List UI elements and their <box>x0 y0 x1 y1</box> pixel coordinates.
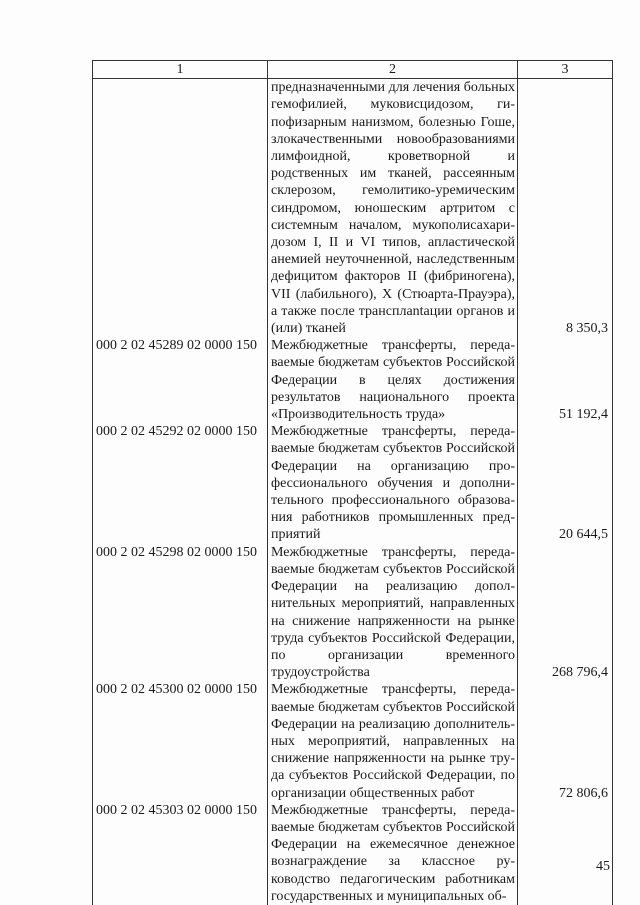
income-amount: 51 192,4 <box>518 337 613 423</box>
income-description: Межбюджетные трансферты, передаваемые бюджетам субъектов Российской Федерации на реализацию дополнительных мероприятий, направленных на снижение напряженности на рынке труда субъектов Российской Федерации, по организации общественных работ <box>268 681 518 801</box>
table-row <box>93 423 613 543</box>
table-row <box>93 681 613 801</box>
header-row <box>93 61 613 79</box>
income-amount: 268 796,4 <box>518 544 613 682</box>
income-description: Межбюджетные трансферты, передаваемые бюджетам субъектов Российской Федерации на реализацию дополнительных мероприятий, направленных на снижение напряженности на рынке труда субъектов Российской Федерации, по организации временного трудоустройства <box>268 544 518 682</box>
income-code: 000 2 02 45298 02 0000 150 <box>93 544 268 682</box>
page-number: 45 <box>596 859 610 874</box>
income-code: 000 2 02 45300 02 0000 150 <box>93 681 268 801</box>
income-amount: 72 806,6 <box>518 681 613 801</box>
income-code: 000 2 02 45289 02 0000 150 <box>93 337 268 423</box>
column-header-2: 2 <box>268 61 518 79</box>
table-row <box>93 544 613 682</box>
income-description: Межбюджетные трансферты, передаваемые бюджетам субъектов Российской Федерации на организацию профессионального обучения и дополнительного профессионального образования работников промышленных предприятий <box>268 423 518 543</box>
column-header-1: 1 <box>93 61 268 79</box>
income-code: 000 2 02 45292 02 0000 150 <box>93 423 268 543</box>
table-row <box>93 79 613 338</box>
budget-table <box>92 60 613 905</box>
income-amount <box>518 802 613 905</box>
income-code: 000 2 02 45303 02 0000 150 <box>93 802 268 905</box>
income-description: Межбюджетные трансферты, передаваемые бюджетам субъектов Российской Федерации на ежемесячное денежное вознаграждение за классное руководство педагогическим работникам государственных и муниципальных об- <box>268 802 518 905</box>
income-code <box>93 79 268 338</box>
income-description: предназначенными для лечения больных гемофилией, муковисцидозом, гипофизарным нанизмом, болезнью Гоше, злокачественными новообразованиями лимфоидной, кроветворной и родственных им тканей, рассеянным склерозом, гемолитико-уремическим синдромом, юношеским артритом с системным началом, мукополисахаридозом I, II и VI типов, апластической анемией неуточненной, наследственным дефицитом факторов II (фибриногена), VII (лабильного), X (Стюарта-Прауэра), а также после трансплantaции органов и (или) тканей <box>268 79 518 338</box>
table-row <box>93 802 613 905</box>
income-amount: 20 644,5 <box>518 423 613 543</box>
income-amount: 8 350,3 <box>518 79 613 338</box>
column-header-3: 3 <box>518 61 613 79</box>
income-description: Межбюджетные трансферты, передаваемые бюджетам субъектов Российской Федерации в целях достижения результатов национального проекта «Производительность труда» <box>268 337 518 423</box>
table-row <box>93 337 613 423</box>
